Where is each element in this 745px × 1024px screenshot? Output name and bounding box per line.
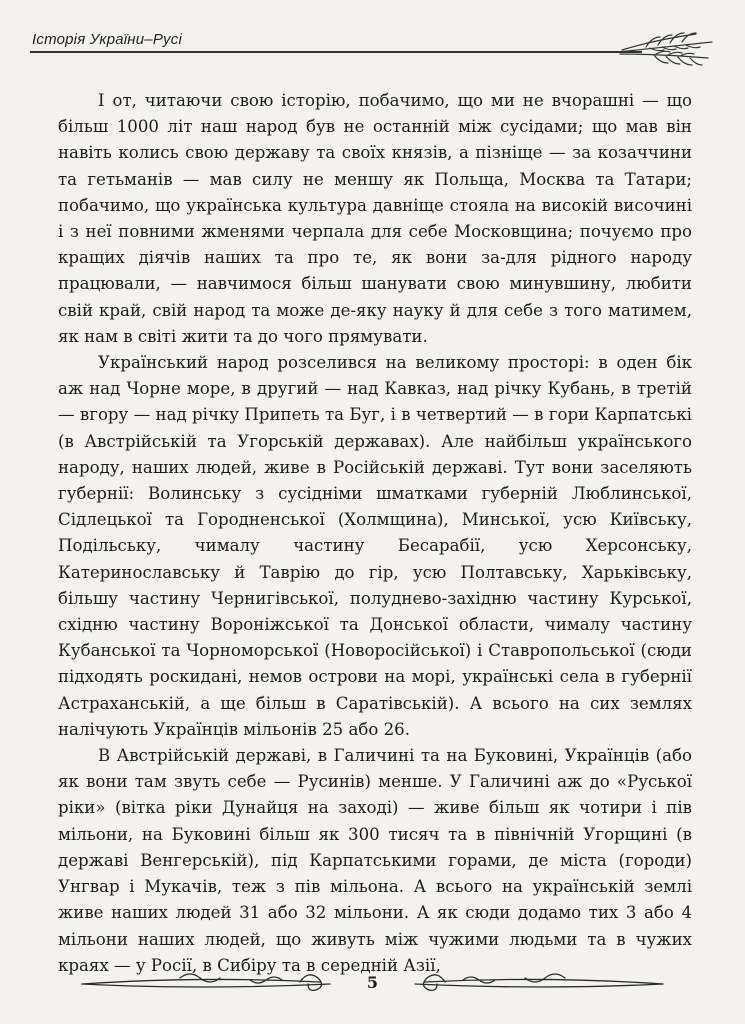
header-rule [30, 51, 642, 53]
wheat-ears-icon [616, 28, 716, 78]
paragraph: І от, читаючи свою історію, побачимо, що ми не вчорашні — що більш 1000 літ наш народ був не останній між сусідами; що мав він навіть колись свою державу та своїх князів, а пізніще — за козаччини та гетьманів — мав силу не меншу як Польща, Москва та Татари; побачимо, що українська культура давніще стояла на високій височині і з неї повними жменями черпала для себе Московщина; почуємо про кращих діячів наших та про те, як вони за-для рідного народу працювали, — навчимося більш шанувати свою минувшину, любити свій край, свій народ та може де-яку науку й для себе з того матимем, як нам в світі жити та до чого прямувати. [58, 91, 692, 346]
running-header-title: Історія України–Русі [32, 31, 182, 48]
paragraph: Український народ розселився на великому просторі: в оден бік аж над Чорне море, в другий — над Кавказ, над річку Кубань, в третій — вгору — над річку Припеть та Буг, і в четвертий — в гори Карпатські (в Австрійській та Угорській державах). Але найбільш українського народу, наших людей, живе в Російській державі. Тут вони заселяють губернії: Волинську з сусідніми шматками губерній Люблинської, Сідлецької та Городненської (Холмщина), Минської, усю Київську, Подільську, чималу частину Бесарабії, усю Херсонську, Катеринославську й Таврію до гір, усю Полтавську, Харьківську, більшу частину Чернигівської, полудневo-західню частину Курської, східню частину Вороніжської та Донської области, чималу частину Кубанської та Чорноморської (Новоросійської) і Ставропольської (сюди підходять роскидані, немов острови на морі, українські села в губернії Астраханській, а ще більш в Саратівській). А всього на сих землях налічують Українців мільонів 25 або 26. [58, 353, 692, 739]
body-text [58, 88, 692, 979]
paragraph: В Австрійській державі, в Галичині та на Буковині, Українців (або як вони там звуть себе — Русинів) менше. У Галичині аж до «Руської ріки» (вітка ріки Дунайця на заході) — живе більш як чотири і пів мільони, на Буковині більш як 300 тисяч та в північній Угорщині (в державі Венгерській), під Карпатськими горами, де міста (городи) Унгвар і Мукачів, теж з пів мільона. А всього на українській землі живе наших людей 31 або 32 мільони. А як сюди додамо тих 3 або 4 мільони наших людей, що живуть між чужими людьми та в чужих краях — у Росії, в Сибіру та в середній Азії, [58, 746, 692, 975]
page-number: 5 [366, 973, 379, 992]
